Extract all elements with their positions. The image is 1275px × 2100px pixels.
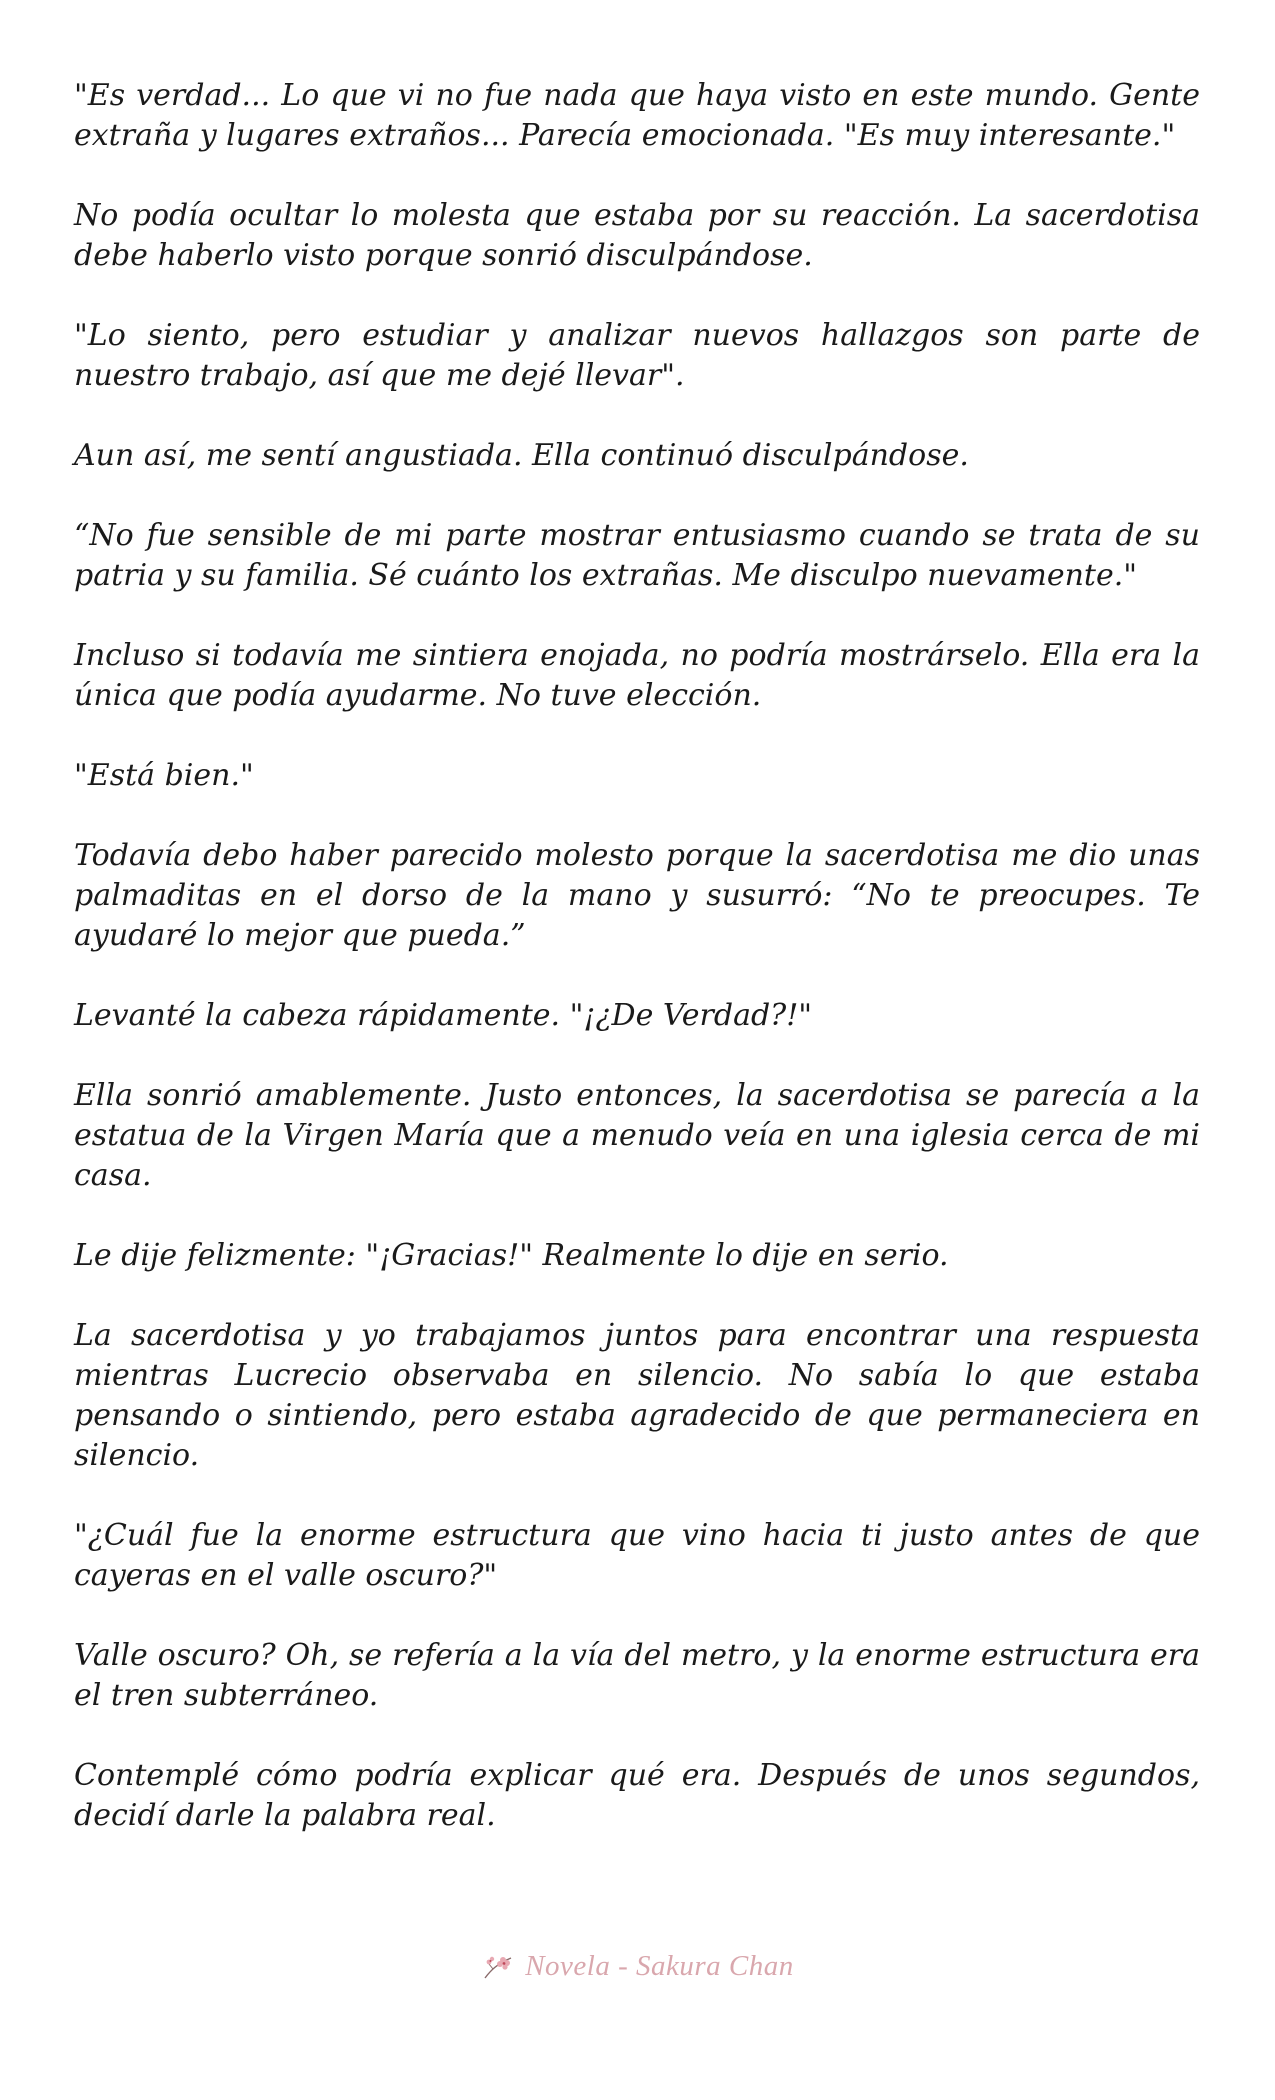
paragraph: "Lo siento, pero estudiar y analizar nuevos hallazgos son parte de nuestro trabajo, así que me dejé llevar". (74, 318, 1200, 393)
paragraph: Valle oscuro? Oh, se refería a la vía del metro, y la enorme estructura era el tren subterráneo. (74, 1638, 1200, 1713)
paragraph: No podía ocultar lo molesta que estaba por su reacción. La sacerdotisa debe haberlo visto porque sonrió disculpándose. (74, 198, 1200, 273)
cherry-blossom-icon (481, 1952, 517, 1982)
paragraph: "¿Cuál fue la enorme estructura que vino hacia ti justo antes de que cayeras en el valle oscuro?" (74, 1518, 1200, 1593)
paragraph: Le dije felizmente: "¡Gracias!" Realmente lo dije en serio. (74, 1238, 949, 1273)
paragraph: Ella sonrió amablemente. Justo entonces, la sacerdotisa se parecía a la estatua de la Virgen María que a menudo veía en una iglesia cerca de mi casa. (74, 1078, 1200, 1193)
paragraph: Incluso si todavía me sintiera enojada, no podría mostrárselo. Ella era la única que podía ayudarme. No tuve elección. (74, 638, 1200, 713)
paragraph: Aun así, me sentí angustiada. Ella continuó disculpándose. (74, 438, 969, 473)
paragraph: "Es verdad... Lo que vi no fue nada que haya visto en este mundo. Gente extraña y lugares extraños... Parecía emocionada. "Es muy interesante." (74, 78, 1200, 153)
watermark (481, 1950, 794, 1983)
paragraph: La sacerdotisa y yo trabajamos juntos para encontrar una respuesta mientras Lucrecio observaba en silencio. No sabía lo que estaba pensando o sintiendo, pero estaba agradecido de que permaneciera en silencio. (74, 1318, 1200, 1473)
document-body (74, 76, 1200, 1876)
paragraph: Todavía debo haber parecido molesto porque la sacerdotisa me dio unas palmaditas en el dorso de la mano y susurró: “No te preocupes. Te ayudaré lo mejor que pueda.” (74, 838, 1200, 953)
paragraph: Levanté la cabeza rápidamente. "¡¿De Verdad?!" (74, 998, 813, 1033)
watermark-footer (0, 1950, 1275, 1987)
paragraph: “No fue sensible de mi parte mostrar entusiasmo cuando se trata de su patria y su familia. Sé cuánto los extrañas. Me disculpo nuevamente." (74, 518, 1200, 593)
paragraph: "Está bien." (74, 758, 254, 793)
paragraph: Contemplé cómo podría explicar qué era. Después de unos segundos, decidí darle la palabra real. (74, 1758, 1200, 1833)
watermark-text: Novela - Sakura Chan (525, 1950, 794, 1982)
